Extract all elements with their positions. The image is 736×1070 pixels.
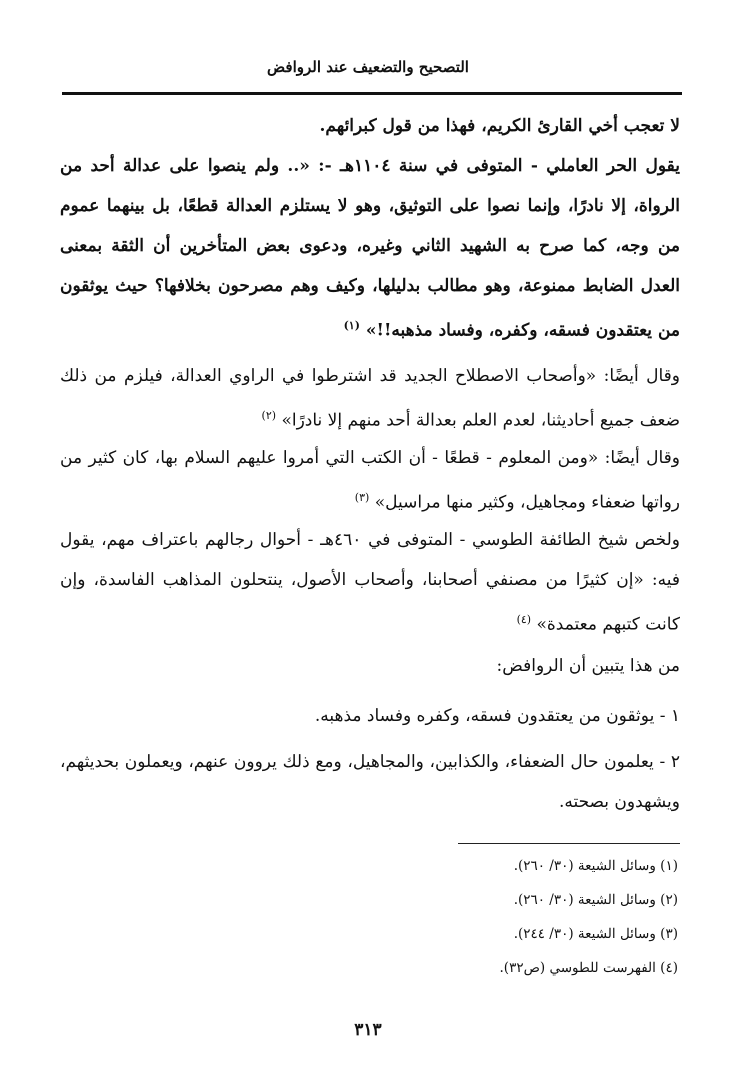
page-number: ٣١٣ [354, 1020, 382, 1040]
paragraph-1-text: لا تعجب أخي القارئ الكريم، فهذا من قول كبرائهم. [319, 116, 680, 136]
footnote-ref-3: (٣) [354, 491, 370, 504]
footnote-1: (١) وسائل الشيعة (٣٠/ ٢٦٠). [513, 858, 678, 874]
paragraph-4 [60, 438, 680, 523]
footnote-4: (٤) الفهرست للطوسي (ص٣٢). [499, 960, 678, 976]
paragraph-7-text: ١ - يوثقون من يعتقدون فسقه، وكفره وفساد مذهبه. [314, 706, 680, 726]
paragraph-3-text: وقال أيضًا: «وأصحاب الاصطلاح الجديد قد اشترطوا في الراوي العدالة، فيلزم من ذلك ضعف جميع أحاديثنا، لعدم العلم بعدالة أحد منهم إلا نادرًا» [60, 366, 680, 431]
footnote-3: (٣) وسائل الشيعة (٣٠/ ٢٤٤). [513, 926, 678, 942]
paragraph-6 [60, 646, 680, 686]
paragraph-2 [60, 146, 680, 351]
paragraph-8 [60, 742, 680, 822]
footnote-ref-1: (١) [343, 319, 360, 332]
footnote-separator [458, 843, 680, 844]
paragraph-5 [60, 520, 680, 645]
footnote-ref-2: (٢) [261, 409, 277, 422]
paragraph-6-text: من هذا يتبين أن الروافض: [496, 656, 680, 676]
paragraph-8-text: ٢ - يعلمون حال الضعفاء، والكذابين، والمجاهيل، ومع ذلك يروون عنهم، ويعملون بحديثهم، ويشهدون بصحته. [60, 752, 680, 812]
paragraph-5-text: ولخص شيخ الطائفة الطوسي - المتوفى في ٤٦٠هـ - أحوال رجالهم باعتراف مهم، يقول فيه: «إن كثيرًا من مصنفي أصحابنا، وأصحاب الأصول، ينتحلون المذاهب الفاسدة، وإن كانت كتبهم معتمدة» [60, 530, 680, 635]
paragraph-7 [60, 696, 680, 736]
footnote-ref-4: (٤) [516, 613, 532, 626]
header-rule [62, 92, 682, 95]
footnote-2: (٢) وسائل الشيعة (٣٠/ ٢٦٠). [513, 892, 678, 908]
running-header-title: التصحيح والتضعيف عند الروافض [267, 58, 469, 76]
paragraph-1 [60, 106, 680, 146]
paragraph-3 [60, 356, 680, 441]
paragraph-2-text: يقول الحر العاملي - المتوفى في سنة ١١٠٤هـ -: «.. ولم ينصوا على عدالة أحد من الرواة، إلا نادرًا، وإنما نصوا على التوثيق، وهو لا يستلزم العدالة قطعًا، بل بينهما عموم من وجه، كما صرح به الشهيد الثاني وغيره، ودعوى بعض المتأخرين أن الثقة بمعنى العدل الضابط ممنوعة، وهو مطالب بدليلها، وكيف وهم مصرحون بخلافها؟ حيث يوثقون من يعتقدون فسقه، وكفره، وفساد مذهبه!!» [60, 156, 681, 341]
paragraph-4-text: وقال أيضًا: «ومن المعلوم - قطعًا - أن الكتب التي أمروا عليهم السلام بها، كان كثير من رواتها ضعفاء ومجاهيل، وكثير منها مراسيل» [60, 448, 680, 513]
